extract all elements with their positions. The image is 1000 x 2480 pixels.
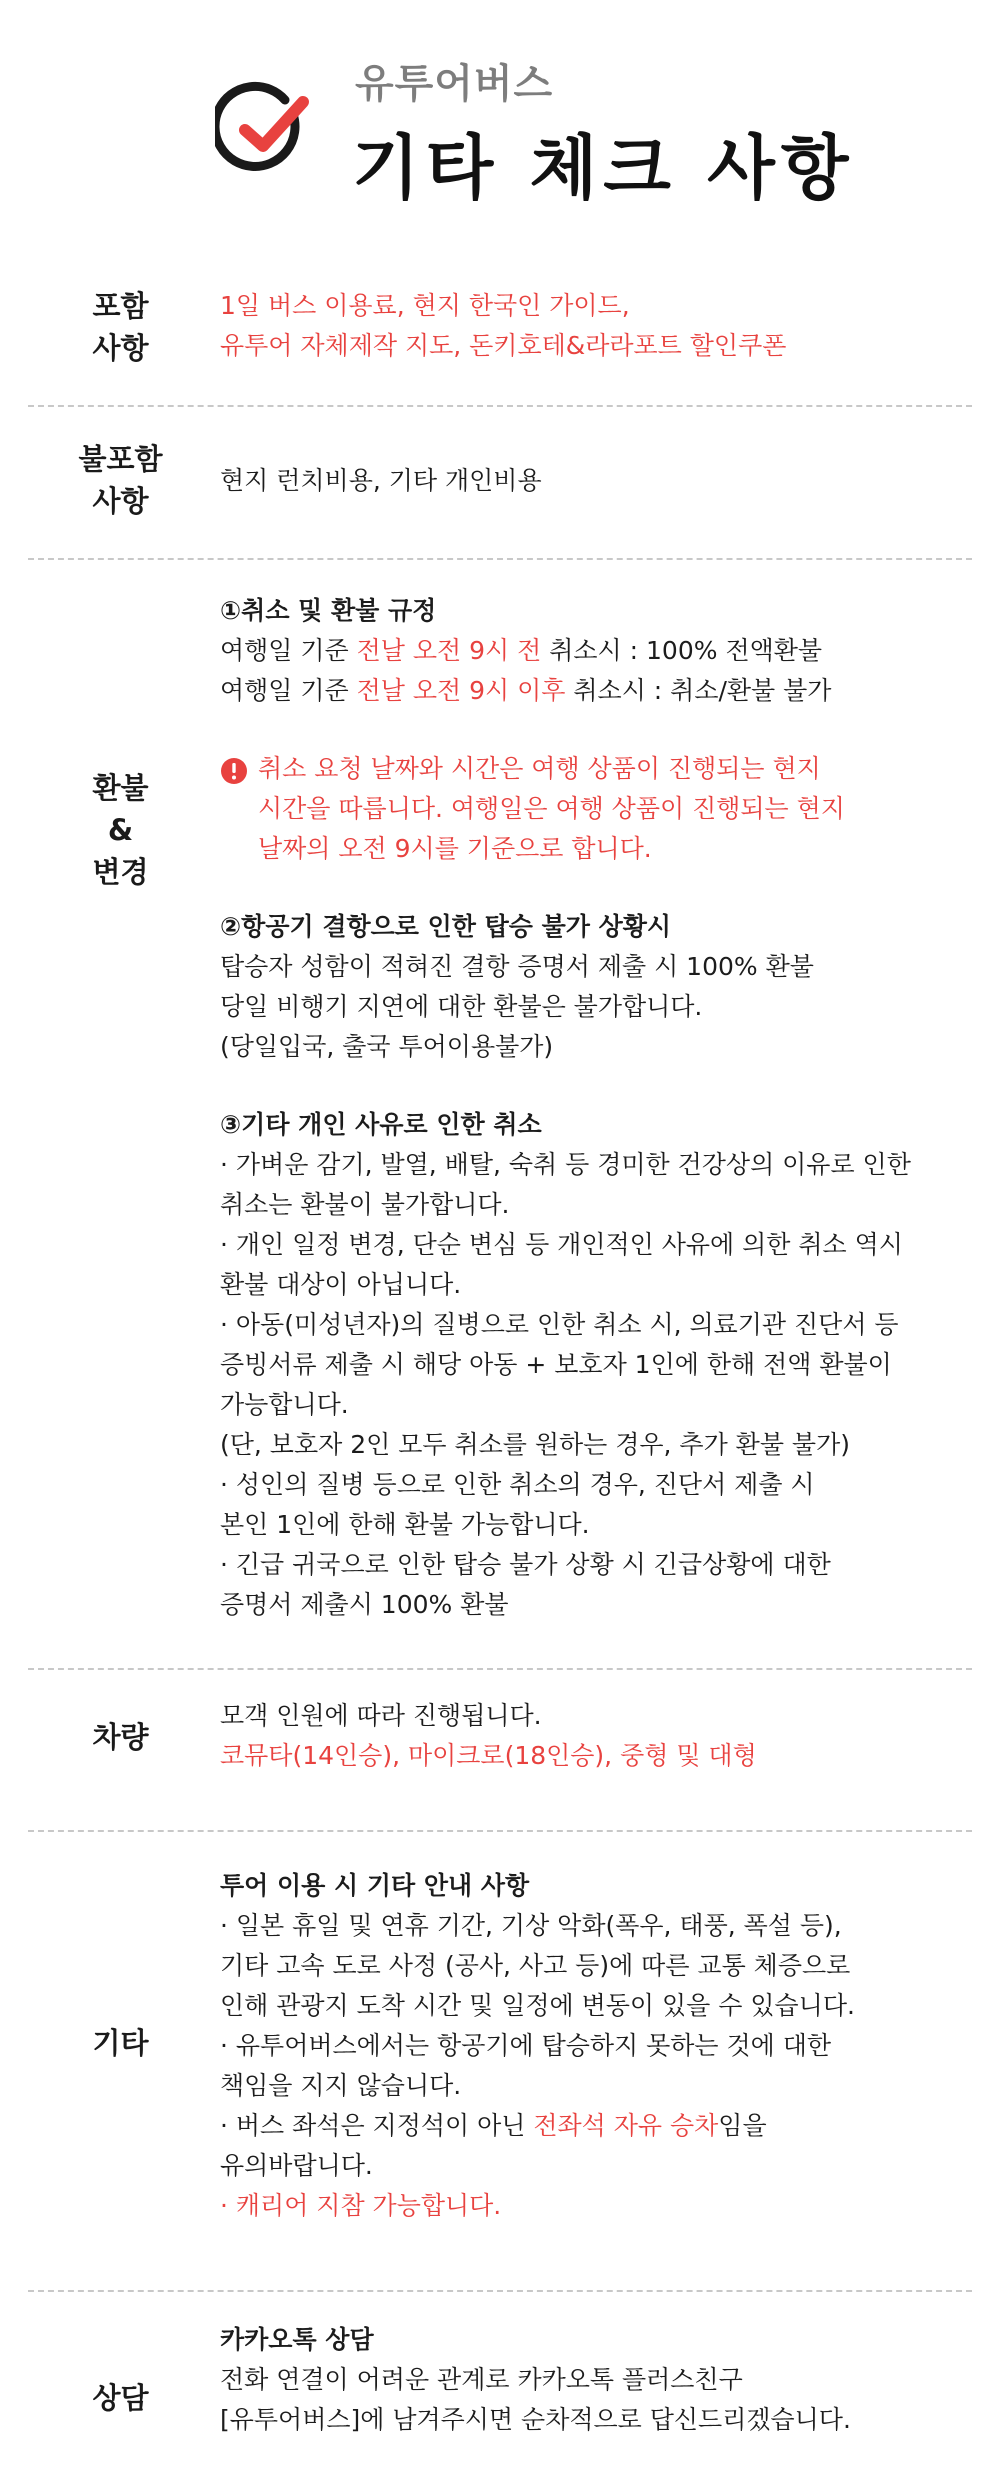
section-divider	[28, 1830, 972, 1832]
warning-line: 취소 요청 날짜와 시간은 여행 상품이 진행되는 현지	[258, 754, 821, 783]
flight-cancel-title: ②항공기 결항으로 인한 탑승 불가 상황시	[220, 912, 672, 941]
etc-line: · 일본 휴일 및 연휴 기간, 기상 악화(폭우, 태풍, 폭설 등),	[220, 1911, 842, 1940]
vehicle-types: 코뮤타(14인승), 마이크로(18인승), 중형 및 대형	[220, 1741, 757, 1770]
label-line: 사항	[92, 331, 149, 365]
section-content	[220, 1696, 980, 1776]
refund-rule-line: 여행일 기준 전날 오전 9시 전 취소시 : 100% 전액환불	[220, 636, 823, 665]
exclamation-icon	[220, 757, 248, 785]
refund-rule-title: ①취소 및 환불 규정	[220, 596, 437, 625]
check-circle-icon	[215, 80, 315, 180]
flight-cancel-line: 탑승자 성함이 적혀진 결항 증명서 제출 시 100% 환불	[220, 952, 814, 981]
included-line: 1일 버스 이용료, 현지 한국인 가이드,	[220, 291, 630, 320]
warning-line: 시간을 따릅니다. 여행일은 여행 상품이 진행되는 현지	[258, 794, 845, 823]
section-vehicle	[28, 1695, 972, 1805]
label-line: 환불	[92, 771, 149, 805]
section-excluded	[28, 435, 972, 545]
label-line: 포함	[92, 289, 149, 323]
excluded-line: 현지 런치비용, 기타 개인비용	[220, 466, 542, 495]
section-etc	[28, 1860, 972, 2260]
etc-line: 인해 관광지 도착 시간 및 일정에 변동이 있을 수 있습니다.	[220, 1991, 855, 2020]
section-content	[220, 2320, 980, 2440]
included-line: 유투어 자체제작 지도, 돈키호테&라라포트 할인쿠폰	[220, 331, 787, 360]
section-divider	[28, 405, 972, 407]
section-label	[28, 767, 213, 893]
section-included	[28, 282, 972, 392]
vehicle-line: 모객 인원에 따라 진행됩니다.	[220, 1701, 542, 1730]
personal-cancel-line: 증명서 제출시 100% 환불	[220, 1590, 509, 1619]
section-label	[28, 285, 213, 369]
consult-title: 카카오톡 상담	[220, 2325, 374, 2354]
etc-line: · 캐리어 지참 가능합니다.	[220, 2191, 502, 2220]
personal-cancel-list	[220, 1145, 980, 1625]
etc-line: · 유투어버스에서는 항공기에 탑승하지 못하는 것에 대한	[220, 2031, 832, 2060]
label-line: 사항	[92, 484, 149, 518]
section-label	[28, 1716, 213, 1758]
personal-cancel-line: 가능합니다.	[220, 1390, 349, 1419]
personal-cancel-line: · 아동(미성년자)의 질병으로 인한 취소 시, 의료기관 진단서 등	[220, 1310, 899, 1339]
label-line: 변경	[92, 855, 149, 889]
personal-cancel-line: (단, 보호자 2인 모두 취소를 원하는 경우, 추가 환불 불가)	[220, 1430, 850, 1459]
label-line: 기타	[92, 2026, 149, 2060]
personal-cancel-line: · 개인 일정 변경, 단순 변심 등 개인적인 사유에 의한 취소 역시	[220, 1230, 903, 1259]
personal-cancel-line: · 성인의 질병 등으로 인한 취소의 경우, 진단서 제출 시	[220, 1470, 815, 1499]
section-divider	[28, 558, 972, 560]
flight-cancel-line: (당일입국, 출국 투어이용불가)	[220, 1032, 554, 1061]
page-header	[0, 0, 1000, 230]
section-consult	[28, 2320, 972, 2460]
etc-line: 책임을 지지 않습니다.	[220, 2071, 462, 2100]
section-label	[28, 438, 213, 522]
personal-cancel-line: 취소는 환불이 불가합니다.	[220, 1190, 510, 1219]
page-title: 기타 체크 사항	[352, 127, 855, 209]
consult-line: [유투어버스]에 남겨주시면 순차적으로 답신드리겠습니다.	[220, 2405, 851, 2434]
section-content	[220, 286, 980, 366]
section-refund	[28, 585, 972, 1645]
section-content	[220, 591, 980, 1625]
etc-line: · 버스 좌석은 지정석이 아닌 전좌석 자유 승차임을	[220, 2111, 767, 2140]
label-line: 차량	[92, 1720, 149, 1754]
section-label	[28, 2377, 213, 2419]
section-divider	[28, 2290, 972, 2292]
etc-title: 투어 이용 시 기타 안내 사항	[220, 1871, 530, 1900]
personal-cancel-line: 본인 1인에 한해 환불 가능합니다.	[220, 1510, 590, 1539]
label-line: 불포함	[78, 442, 163, 476]
personal-cancel-line: · 긴급 귀국으로 인한 탑승 불가 상황 시 긴급상황에 대한	[220, 1550, 831, 1579]
personal-cancel-line: 환불 대상이 아닙니다.	[220, 1270, 462, 1299]
consult-line: 전화 연결이 어려운 관계로 카카오톡 플러스친구	[220, 2365, 743, 2394]
section-content	[220, 1866, 980, 2226]
section-content	[220, 461, 980, 501]
section-divider	[28, 1668, 972, 1670]
etc-line: 기타 고속 도로 사정 (공사, 사고 등)에 따른 교통 체증으로	[220, 1951, 851, 1980]
personal-cancel-line: 증빙서류 제출 시 해당 아동 + 보호자 1인에 한해 전액 환불이	[220, 1350, 892, 1379]
brand-name: 유투어버스	[355, 61, 554, 107]
etc-line: 유의바랍니다.	[220, 2151, 373, 2180]
label-line: 상담	[92, 2381, 149, 2415]
label-line: &	[107, 813, 134, 847]
warning-notice	[220, 749, 980, 869]
refund-rule-line: 여행일 기준 전날 오전 9시 이후 취소시 : 취소/환불 불가	[220, 676, 832, 705]
flight-cancel-line: 당일 비행기 지연에 대한 환불은 불가합니다.	[220, 992, 703, 1021]
personal-cancel-line: · 가벼운 감기, 발열, 배탈, 숙취 등 경미한 건강상의 이유로 인한	[220, 1150, 911, 1179]
warning-line: 날짜의 오전 9시를 기준으로 합니다.	[258, 834, 652, 863]
personal-cancel-title: ③기타 개인 사유로 인한 취소	[220, 1110, 542, 1139]
section-label	[28, 2022, 213, 2064]
